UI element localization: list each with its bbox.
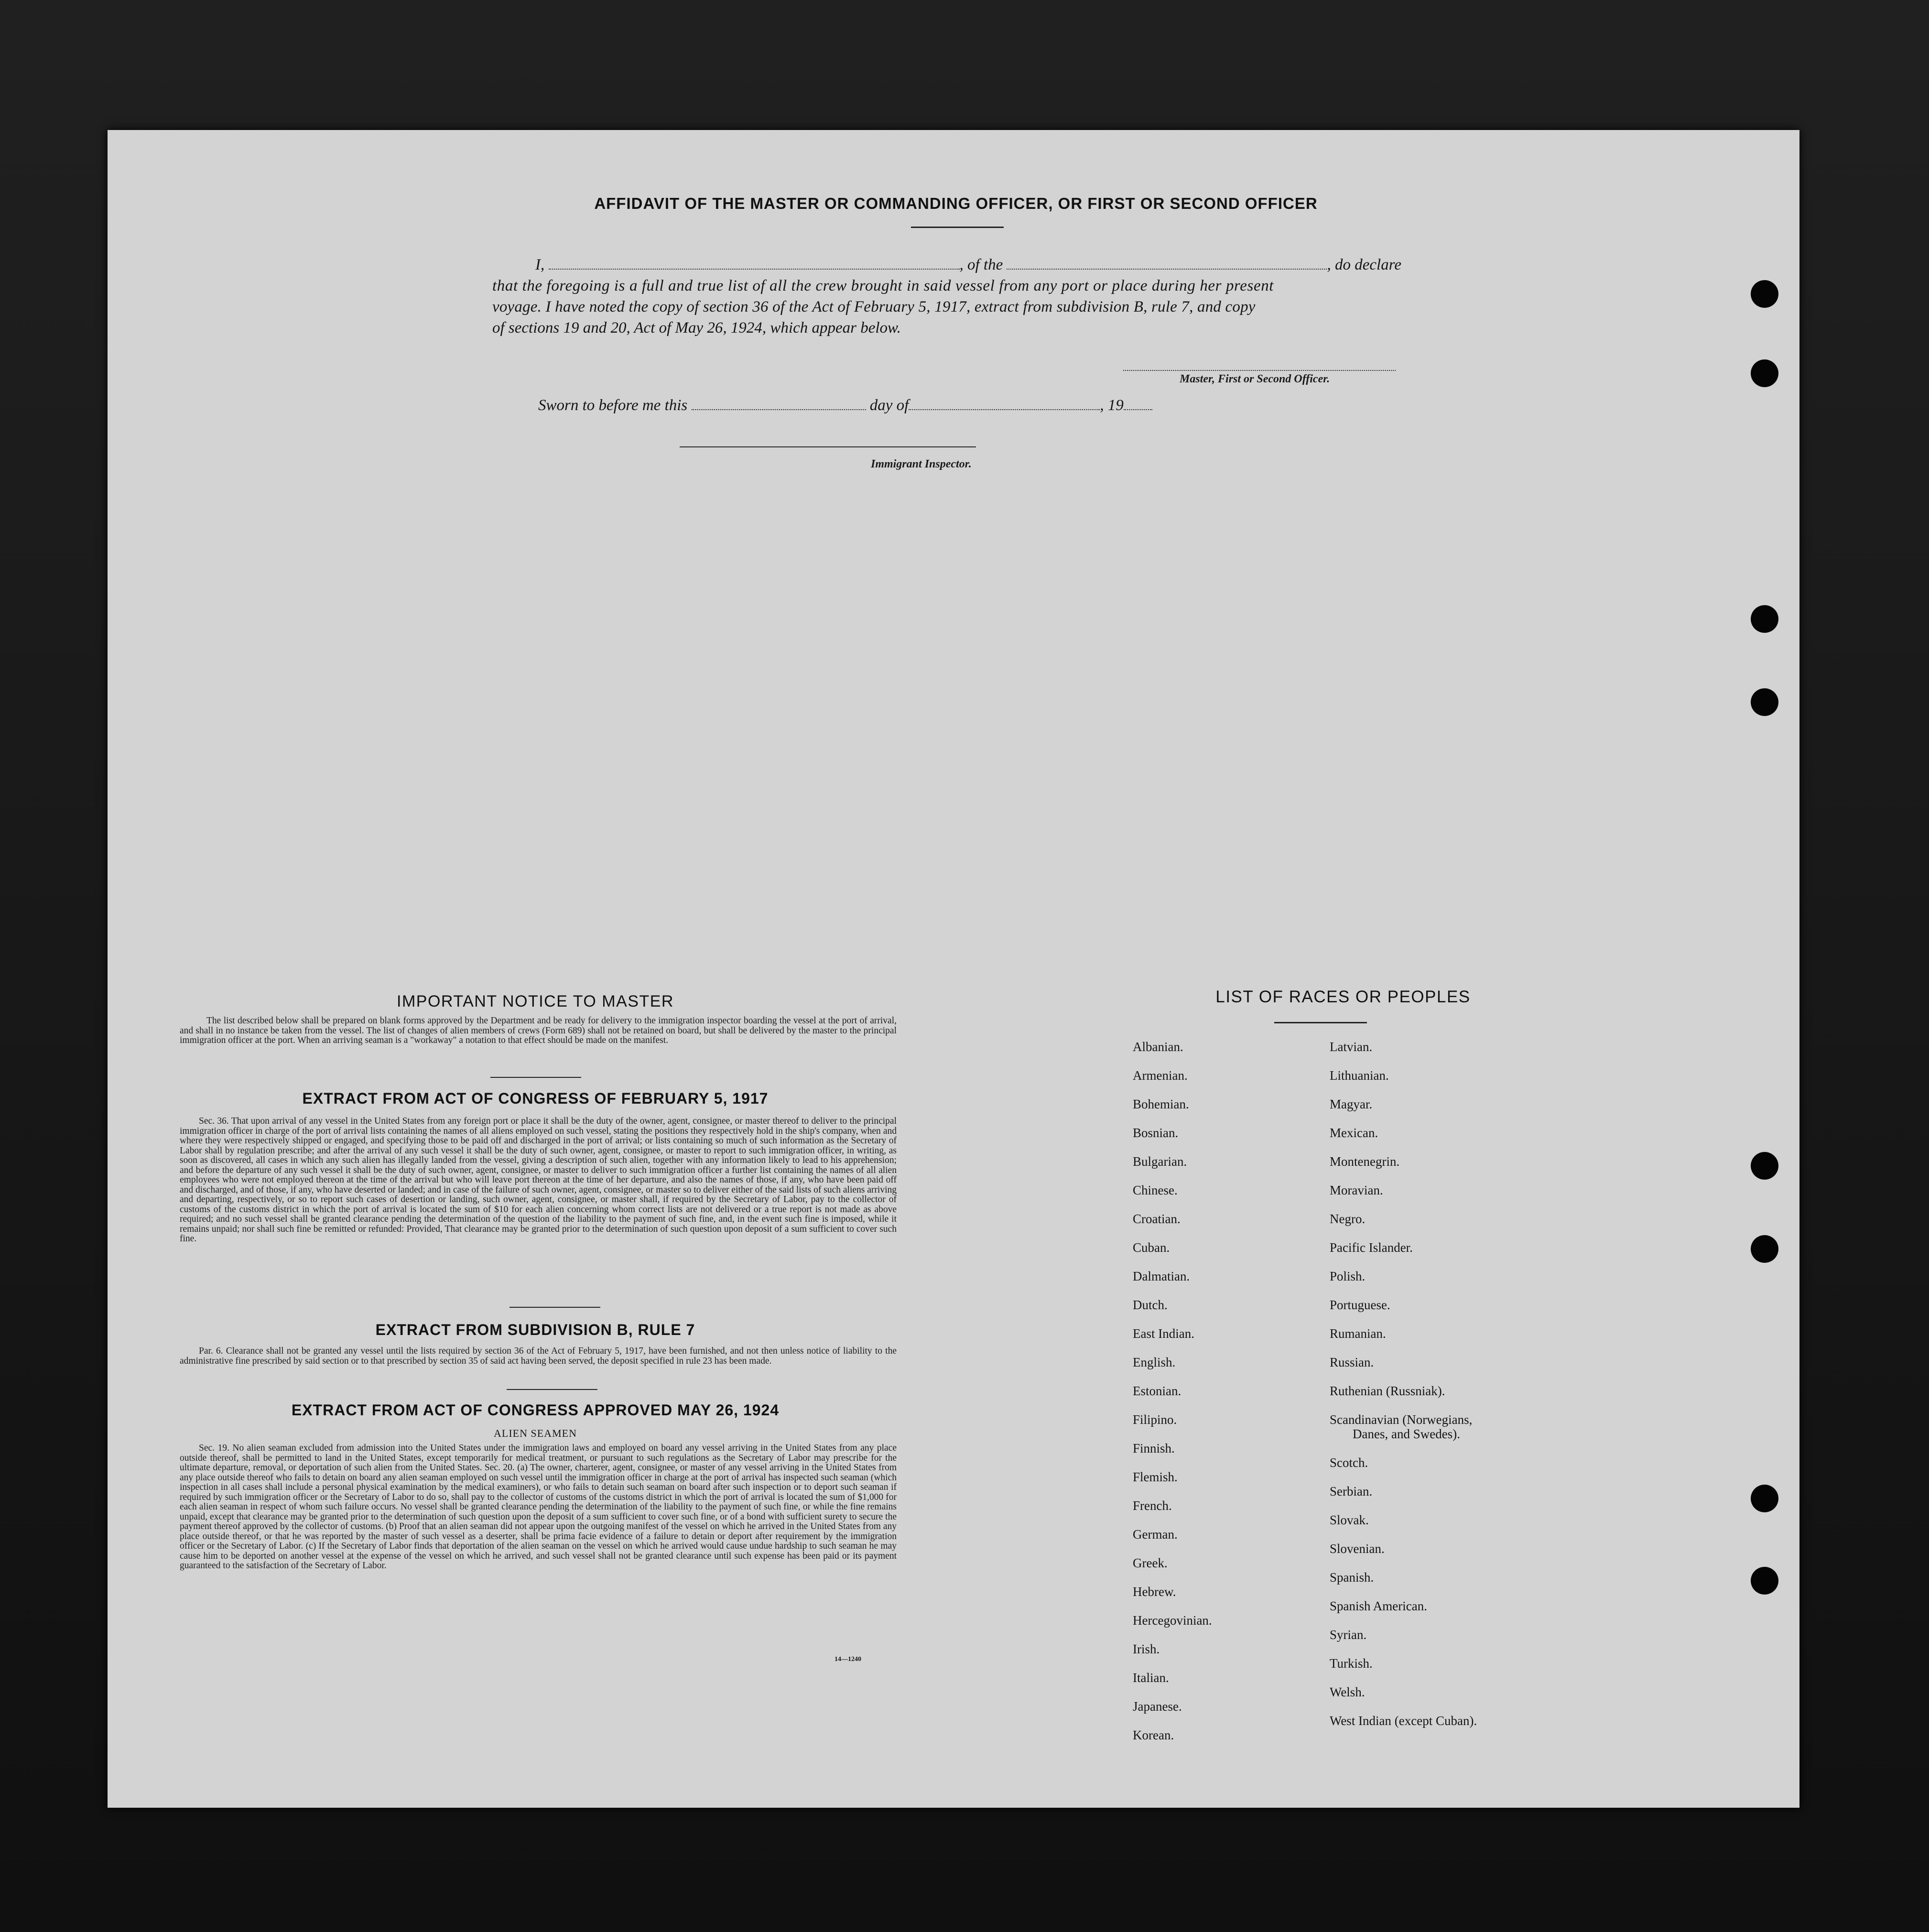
race-item: Ruthenian (Russniak). — [1330, 1384, 1445, 1398]
race-item: Flemish. — [1133, 1470, 1178, 1484]
race-item: Slovenian. — [1330, 1541, 1385, 1556]
races-title: LIST OF RACES OR PEOPLES — [1215, 988, 1471, 1006]
race-item: English. — [1133, 1355, 1176, 1369]
punch-hole — [1751, 1235, 1778, 1263]
master-signature-line[interactable] — [1123, 370, 1396, 372]
do-declare-label: , do declare — [1327, 256, 1401, 273]
race-item: Japanese. — [1133, 1699, 1182, 1714]
i-label: I, — [535, 256, 545, 273]
race-item: Moravian. — [1330, 1183, 1383, 1197]
affidavit-line-3: voyage. I have noted the copy of section 36 of the Act of February 5, 1917, extract from subdivision B, rule 7, and copy — [492, 298, 1256, 315]
sworn-line — [538, 395, 1207, 416]
inspector-caption: Immigrant Inspector. — [871, 458, 972, 470]
race-item: Hebrew. — [1133, 1585, 1176, 1599]
race-item: Portuguese. — [1330, 1298, 1390, 1312]
race-item: Serbian. — [1330, 1484, 1373, 1498]
race-item: Croatian. — [1133, 1212, 1181, 1226]
divider — [507, 1389, 597, 1390]
affidavit-line-2: that the foregoing is a full and true list of all the crew brought in said vessel from any port or place during her present — [492, 277, 1274, 294]
form-number: 14—1240 — [834, 1656, 861, 1663]
race-item: Rumanian. — [1330, 1326, 1386, 1341]
extract-1924-text: Sec. 19. No alien seaman excluded from admission into the United States under the immigration laws and employed on board any vessel arriving in the United States from any place outside thereof, shall be permitted to land in the United States, except temporarily for medical treatment, or pursuant to such regulations as the Secretary of Labor may prescribe for the ultimate departure, removal, or deportation of such alien from the United States. Sec. 20. (a) The owner, charterer, agent, consignee, or master of any vessel arriving in the United States from any place outside thereof who fails to detain on board any alien seaman employed on such vessel until the immigration officer in charge at the port of arrival has inspected such seaman (which inspection in all cases shall include a personal physical examination by the medical examiners), or who fails to detain such seaman on board after such inspection or to deport such seaman if required by such immigration officer or the Secretary of Labor to do so, shall pay to the collector of customs of the customs district in which the port of arrival is located the sum of $1,000 for each alien seaman in respect of whom such failure occurs. No vessel shall be granted clearance pending the determination of the liability to the payment of such fine, or while the fine remains unpaid, except that clearance may be granted prior to the determination of such question upon the deposit of a sum sufficient to cover such fine, or of a bond with sufficient surety to secure the payment thereof approved by the collector of customs. (b) Proof that an alien seaman did not appear upon the outgoing manifest of the vessel on which he arrived in the United States from any place outside thereof, or that he was reported by the master of such vessel as a deserter, shall be prima facie evidence of a failure to detain or deport after requirement by the immigration officer or the Secretary of Labor. (c) If the Secretary of Labor finds that deportation of the alien seaman on the vessel on which he arrived would cause undue hardship to such seaman he may cause him to be deported on another vessel at the expense of the vessel on which he arrived, and such vessel shall not be granted clearance until such expense has been paid or its payment guaranteed to the satisfaction of the Secretary of Labor. — [180, 1443, 897, 1571]
race-item: Spanish American. — [1330, 1599, 1427, 1613]
extract-1924-title: EXTRACT FROM ACT OF CONGRESS APPROVED MAY 26, 1924 — [291, 1401, 780, 1419]
vessel-name-field[interactable] — [1007, 268, 1327, 270]
race-item: Russian. — [1330, 1355, 1374, 1369]
sworn-month-field[interactable] — [909, 409, 1100, 410]
affidavit-line-1 — [535, 254, 1429, 275]
punch-hole — [1751, 280, 1778, 308]
race-item: Syrian. — [1330, 1628, 1367, 1642]
race-item: Dalmatian. — [1133, 1269, 1190, 1283]
affidavit-title: AFFIDAVIT OF THE MASTER OR COMMANDING OFFICER, OR FIRST OR SECOND OFFICER — [594, 195, 1318, 212]
race-item: Korean. — [1133, 1728, 1174, 1742]
race-item: Polish. — [1330, 1269, 1365, 1283]
year-label: , 19 — [1100, 397, 1124, 414]
race-item: Armenian. — [1133, 1068, 1188, 1083]
race-item: Hercegovinian. — [1133, 1613, 1212, 1628]
race-item: Montenegrin. — [1330, 1154, 1400, 1169]
extract-1917-title: EXTRACT FROM ACT OF CONGRESS OF FEBRUARY 5, 1917 — [302, 1090, 769, 1107]
sworn-day-field[interactable] — [692, 409, 866, 410]
race-item: East Indian. — [1133, 1326, 1194, 1341]
divider — [490, 1077, 581, 1078]
notice-title: IMPORTANT NOTICE TO MASTER — [397, 992, 674, 1010]
race-item: Negro. — [1330, 1212, 1365, 1226]
race-item: Greek. — [1133, 1556, 1168, 1570]
races-col-1 — [1133, 1032, 1212, 1749]
race-item: Mexican. — [1330, 1126, 1378, 1140]
notice-text: The list described below shall be prepared on blank forms approved by the Department and be ready for delivery to the immigration inspector boarding the vessel at the port of arrival, and shall in no instance be taken from the vessel. The list of changes of alien members of crews (Form 689) shall not be retained on board, but shall be delivered by the master to the principal immigration officer at the port. When an arriving seaman is a "workaway" a notation to that effect should be made on the manifest. — [180, 1016, 897, 1045]
race-item: Dutch. — [1133, 1298, 1168, 1312]
race-item: Magyar. — [1330, 1097, 1373, 1111]
punch-hole — [1751, 1567, 1778, 1595]
day-of-label: day of — [869, 397, 909, 414]
race-item: Estonian. — [1133, 1384, 1181, 1398]
master-name-field[interactable] — [549, 268, 960, 270]
race-item: West Indian (except Cuban). — [1330, 1714, 1477, 1728]
race-item: Scotch. — [1330, 1455, 1368, 1470]
race-item: Welsh. — [1330, 1685, 1365, 1699]
race-item: Bohemian. — [1133, 1097, 1189, 1111]
race-item: Irish. — [1133, 1642, 1160, 1656]
race-item: Scandinavian (Norwegians, — [1330, 1412, 1473, 1427]
punch-hole — [1751, 1485, 1778, 1512]
race-item: Italian. — [1133, 1671, 1169, 1685]
extract-1917-text: Sec. 36. That upon arrival of any vessel in the United States from any foreign port or place it shall be the duty of the owner, agent, consignee, or master thereof to deliver to the principal immigration officer in charge of the port of arrival lists containing the names of all aliens employed on such vessel, stating the positions they respectively hold in the ship's company, when and where they were respectively shipped or engaged, and specifying those to be paid off and discharged in the port of arrival; or lists containing so much of such information as the Secretary of Labor shall by regulation prescribe; and after the arrival of any such vessel it shall be the duty of such owner, agent, consignee, or master to report to such immigration officer, in writing, as soon as discovered, all cases in which any such alien has illegally landed from the vessel, giving a description of such alien, together with any information likely to lead to his apprehension; and before the departure of any such vessel it shall be the duty of such owner, agent, consignee, or master to deliver to such immigration officer a further list containing the names of all alien employees who were not employed thereon at the time of the arrival but who will leave port thereon at the time of her departure, and also the names of those, if any, who have been paid off and discharged, and of those, if any, who have deserted or landed; and in case of the failure of such owner, agent, consignee, or master so to deliver either of the said lists of such aliens arriving and departing, respectively, or so to report such cases of desertion or landing, such owner, agent, consignee, or master shall, if required by the Secretary of Labor, pay to the collector of customs of the customs district in which the port of arrival is located the sum of $10 for each alien concerning whom correct lists are not delivered or a true report is not made as above required; and no such vessel shall be granted clearance pending the determination of the question of the liability to the payment of such fine, and, in the event such fine is imposed, while it remains unpaid; nor shall such fine be remitted or refunded: Provided, That clearance may be granted prior to the determination of such question upon deposit of a sum sufficient to cover such fine. — [180, 1116, 897, 1244]
alien-seamen-subtitle: ALIEN SEAMEN — [494, 1427, 577, 1439]
race-item: German. — [1133, 1527, 1178, 1541]
race-item: Finnish. — [1133, 1441, 1175, 1455]
punch-hole — [1751, 688, 1778, 716]
sworn-year-field[interactable] — [1124, 409, 1152, 410]
race-item: Bulgarian. — [1133, 1154, 1187, 1169]
punch-hole — [1751, 605, 1778, 633]
races-title-rule — [1274, 1022, 1367, 1023]
race-item: Danes, and Swedes). — [1353, 1427, 1460, 1441]
race-item: Pacific Islander. — [1330, 1240, 1413, 1255]
punch-hole — [1751, 359, 1778, 387]
race-item: Bosnian. — [1133, 1126, 1179, 1140]
affidavit-line-4: of sections 19 and 20, Act of May 26, 1924, which appear below. — [492, 319, 901, 336]
race-item: Cuban. — [1133, 1240, 1170, 1255]
race-item: Lithuanian. — [1330, 1068, 1389, 1083]
affidavit-title-rule — [911, 227, 1004, 228]
bleed-through-text — [1386, 488, 1389, 502]
sworn-label: Sworn to before me this — [538, 397, 688, 414]
race-item: Latvian. — [1330, 1040, 1373, 1054]
race-item: Spanish. — [1330, 1570, 1374, 1585]
rule7-title: EXTRACT FROM SUBDIVISION B, RULE 7 — [375, 1321, 695, 1338]
divider — [509, 1307, 600, 1308]
of-the-label: , of the — [959, 256, 1003, 273]
race-item: French. — [1133, 1498, 1172, 1513]
race-item: Turkish. — [1330, 1656, 1373, 1671]
races-col-2 — [1330, 1032, 1477, 1735]
punch-hole — [1751, 1152, 1778, 1180]
race-item: Filipino. — [1133, 1412, 1177, 1427]
inspector-signature-line[interactable] — [680, 446, 976, 447]
race-item: Slovak. — [1330, 1513, 1369, 1527]
race-item: Albanian. — [1133, 1040, 1183, 1054]
master-caption: Master, First or Second Officer. — [1180, 373, 1330, 385]
race-item: Chinese. — [1133, 1183, 1178, 1197]
rule7-text: Par. 6. Clearance shall not be granted any vessel until the lists required by section 36 of the Act of February 5, 1917, have been furnished, and not then unless notice of liability to the administrative fine prescribed by said section or to that prescribed by section 35 of said act having been served, the deposit specified in rule 23 has been made. — [180, 1346, 897, 1366]
